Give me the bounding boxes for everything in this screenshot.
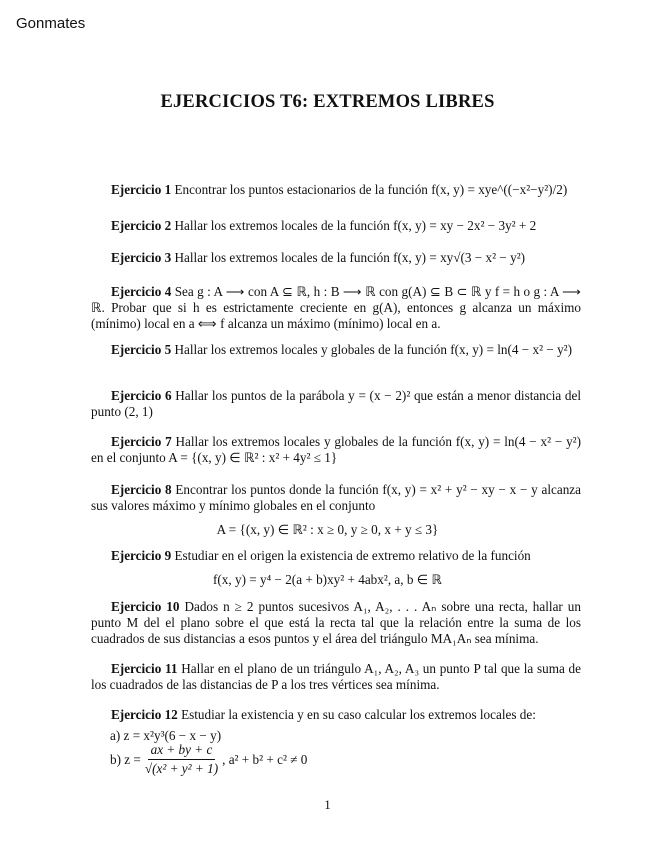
exercise-label: Ejercicio 9 (111, 548, 172, 563)
exercise-text: Encontrar los puntos donde la función f(x, y) = x² + y² − xy − x − y alcanza sus valores máximo y mínimo globales en el conjunto (91, 482, 581, 513)
exercise-text: Hallar los puntos de la parábola y = (x − 2)² que están a menor distancia del punto (2, 1) (91, 388, 581, 419)
exercise-text: Dados n ≥ 2 puntos sucesivos A₁, A₂, . . . Aₙ sobre una recta, hallar un punto M del el plano sobre el que está la recta tal que la relación entre la suma de los cuadrados de sus distancias a esos puntos y el área del triángulo MA₁Aₙ sea mínima. (91, 599, 581, 646)
exercise-label: Ejercicio 12 (111, 707, 178, 722)
exercise-label: Ejercicio 11 (111, 661, 178, 676)
item-b-condition: , a² + b² + c² ≠ 0 (222, 751, 308, 767)
document-page (0, 44, 655, 848)
exercise-3 (91, 250, 581, 266)
fraction (145, 742, 218, 777)
exercise-text: Sea g : A ⟶ con A ⊆ ℝ, h : B ⟶ ℝ con g(A) ⊆ B ⊂ ℝ y f = h o g : A ⟶ ℝ. Probar que si h es estrictamente creciente en g(A), entonces g alcanza un máximo (mínimo) local en a ⟺ f alcanza un máximo (mínimo) local en a. (91, 284, 581, 331)
fraction-denominator: √(x² + y² + 1) (144, 761, 219, 776)
exercise-label: Ejercicio 4 (111, 284, 172, 299)
exercise-9 (91, 548, 581, 564)
top-bar (0, 0, 655, 44)
exercise-label: Ejercicio 6 (111, 388, 172, 403)
exercise-12-item-b (110, 742, 307, 777)
exercise-label: Ejercicio 8 (111, 482, 172, 497)
page-title: EJERCICIOS T6: EXTREMOS LIBRES (160, 92, 495, 112)
exercise-text: Hallar los extremos locales de la función f(x, y) = xy√(3 − x² − y²) (174, 250, 526, 265)
exercise-text: Hallar los extremos locales de la función f(x, y) = xy − 2x² − 3y² + 2 (174, 218, 537, 233)
exercise-label: Ejercicio 3 (111, 250, 172, 265)
exercise-7 (91, 434, 581, 466)
exercise-label: Ejercicio 2 (111, 218, 172, 233)
exercise-12-item-a: a) z = x²y³(6 − x − y) (110, 728, 222, 743)
item-b-prefix: b) z = (110, 751, 141, 767)
exercise-4 (91, 284, 581, 332)
exercise-text: Hallar los extremos locales y globales de la función f(x, y) = ln(4 − x² − y²) (174, 342, 573, 357)
fraction-numerator: ax + by + c (148, 742, 216, 760)
exercise-1 (91, 182, 581, 198)
exercise-6 (91, 388, 581, 420)
exercise-label: Ejercicio 5 (111, 342, 172, 357)
exercise-11 (91, 661, 581, 693)
exercise-text: Estudiar en el origen la existencia de extremo relativo de la función (174, 548, 531, 563)
display-equation-8: A = {(x, y) ∈ ℝ² : x ≥ 0, y ≥ 0, x + y ≤ 3} (216, 522, 439, 537)
exercise-label: Ejercicio 1 (111, 182, 172, 197)
exercise-12 (91, 707, 581, 723)
display-equation-9: f(x, y) = y⁴ − 2(a + b)xy² + 4abx², a, b ∈ ℝ (213, 572, 442, 587)
exercise-text: Hallar los extremos locales y globales de la función f(x, y) = ln(4 − x² − y²) en el conjunto A = {(x, y) ∈ ℝ² : x² + 4y² ≤ 1} (91, 434, 582, 465)
brand-label: Gonmates (16, 15, 86, 32)
exercise-label: Ejercicio 7 (111, 434, 172, 449)
exercise-10 (91, 599, 581, 647)
exercise-text: Estudiar la existencia y en su caso calcular los extremos locales de: (181, 707, 536, 722)
exercise-label: Ejercicio 10 (111, 599, 180, 614)
exercise-8 (91, 482, 581, 514)
exercise-2 (91, 218, 581, 234)
exercise-text: Encontrar los puntos estacionarios de la función f(x, y) = xye^((−x²−y²)/2) (174, 182, 568, 197)
page-number: 1 (324, 797, 331, 812)
exercise-5 (91, 342, 581, 358)
exercise-text: Hallar en el plano de un triángulo A₁, A₂, A₃ un punto P tal que la suma de los cuadrados de las distancias de P a los tres vértices sea mínima. (91, 661, 581, 692)
